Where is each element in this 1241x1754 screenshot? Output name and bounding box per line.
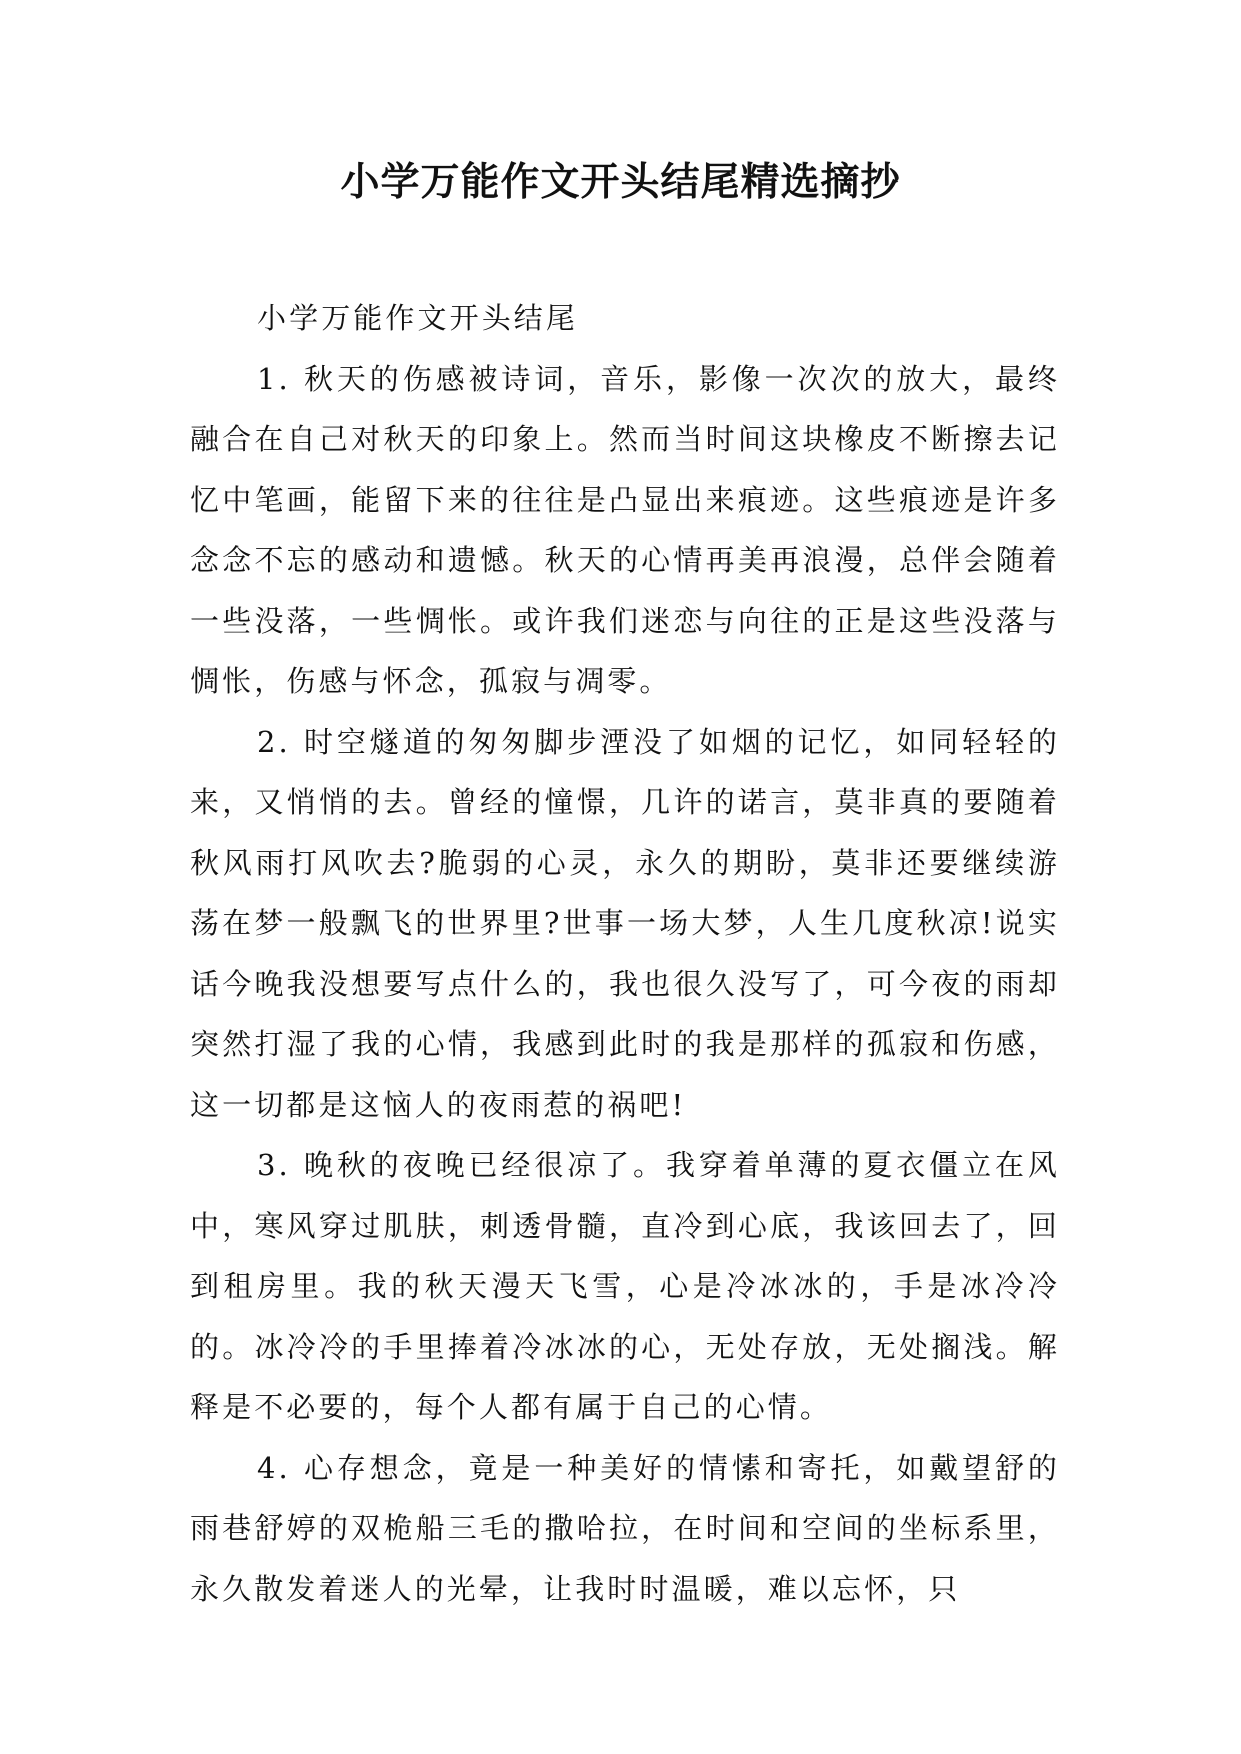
paragraph-2: 2. 时空燧道的匆匆脚步湮没了如烟的记忆，如同轻轻的来，又悄悄的去。曾经的憧憬，几许的诺言，莫非真的要随着秋风雨打风吹去?脆弱的心灵，永久的期盼，莫非还要继续游荡在梦一般飘飞的世界里?世事一场大梦，人生几度秋凉!说实话今晚我没想要写点什么的，我也很久没写了，可今夜的雨却突然打湿了我的心情，我感到此时的我是那样的孤寂和伤感，这一切都是这恼人的夜雨惹的祸吧! [190,724,1060,1122]
paragraph-4: 4. 心存想念，竟是一种美好的情愫和寄托，如戴望舒的雨巷舒婷的双桅船三毛的撒哈拉，在时间和空间的坐标系里，永久散发着迷人的光晕，让我时时温暖，难以忘怀，只 [190,1450,1060,1606]
paragraph-1: 1. 秋天的伤感被诗词，音乐，影像一次次的放大，最终融合在自己对秋天的印象上。然而当时间这块橡皮不断擦去记忆中笔画，能留下来的往往是凸显出来痕迹。这些痕迹是许多念念不忘的感动和遗憾。秋天的心情再美再浪漫，总伴会随着一些没落，一些惆怅。或许我们迷恋与向往的正是这些没落与惆怅，伤感与怀念，孤寂与凋零。 [190,361,1060,698]
paragraph-3: 3. 晚秋的夜晚已经很凉了。我穿着单薄的夏衣僵立在风中，寒风穿过肌肤，刺透骨髓，直冷到心底，我该回去了，回到租房里。我的秋天漫天飞雪，心是冷冰冰的，手是冰冷冷的。冰冷冷的手里捧着冷冰冰的心，无处存放，无处搁浅。解释是不必要的，每个人都有属于自己的心情。 [190,1148,1060,1424]
document-title: 小学万能作文开头结尾精选摘抄 [340,160,901,205]
document-body [190,288,1060,1619]
subtitle-paragraph: 小学万能作文开头结尾 [257,301,579,335]
